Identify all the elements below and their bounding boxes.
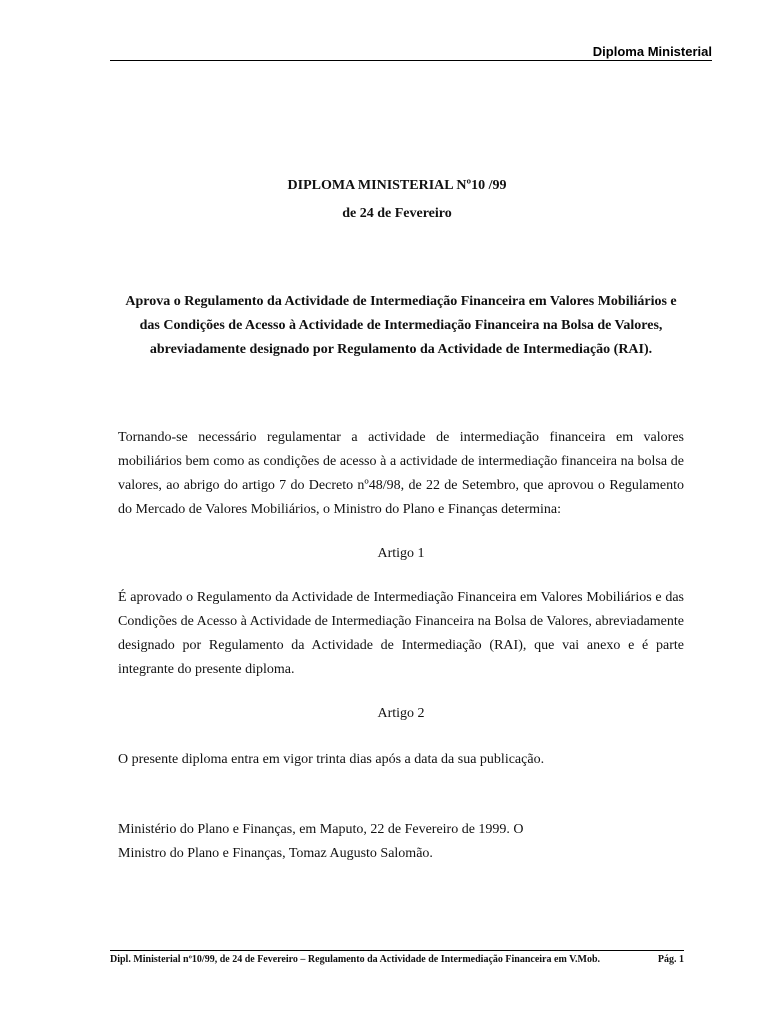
title-block: [110, 176, 684, 224]
footer-divider: [110, 950, 684, 951]
summary-line: abreviadamente designado por Regulamento da Actividade de Intermediação (RAI).: [149, 342, 653, 357]
footer-citation: Dipl. Ministerial nº10/99, de 24 de Fevereiro – Regulamento da Actividade de Intermediação Financeira em V.Mob.: [110, 954, 601, 965]
closing-line-1: Ministério do Plano e Finanças, em Maputo, 22 de Fevereiro de 1999. O: [118, 822, 524, 837]
closing-block: [118, 818, 684, 866]
page-footer: [110, 954, 684, 965]
article-1-heading: Artigo 1: [377, 546, 425, 561]
page-number: Pág. 1: [657, 954, 684, 965]
running-header: Diploma Ministerial: [592, 44, 712, 59]
summary-line: Aprova o Regulamento da Actividade de Intermediação Financeira em Valores Mobiliários e: [125, 294, 677, 309]
closing-line-2: Ministro do Plano e Finanças, Tomaz Augusto Salomão.: [118, 846, 433, 861]
document-title: DIPLOMA MINISTERIAL Nº10 /99: [287, 178, 507, 193]
document-date: de 24 de Fevereiro: [342, 206, 452, 221]
article-2-heading: Artigo 2: [377, 706, 425, 721]
summary-block: [118, 290, 684, 362]
header-divider: [110, 60, 712, 61]
preamble-paragraph: Tornando-se necessário regulamentar a actividade de intermediação financeira em valores mobiliários bem como as condições de acesso à a actividade de intermediação financeira na bolsa de valores, ao abrigo do artigo 7 do Decreto nº48/98, de 22 de Setembro, que aprovou o Regulamento do Mercado de Valores Mobiliários, o Ministro do Plano e Finanças determina:: [118, 430, 684, 517]
summary-line: das Condições de Acesso à Actividade de Intermediação Financeira na Bolsa de Valores,: [139, 318, 663, 333]
article-1-text: É aprovado o Regulamento da Actividade de Intermediação Financeira em Valores Mobiliários e das Condições de Acesso à Actividade de Intermediação Financeira na Bolsa de Valores, abreviadamente designado por Regulamento da Actividade de Intermediação (RAI), que vai anexo e é parte integrante do presente diploma.: [118, 590, 684, 677]
article-2-text: O presente diploma entra em vigor trinta dias após a data da sua publicação.: [118, 752, 545, 767]
